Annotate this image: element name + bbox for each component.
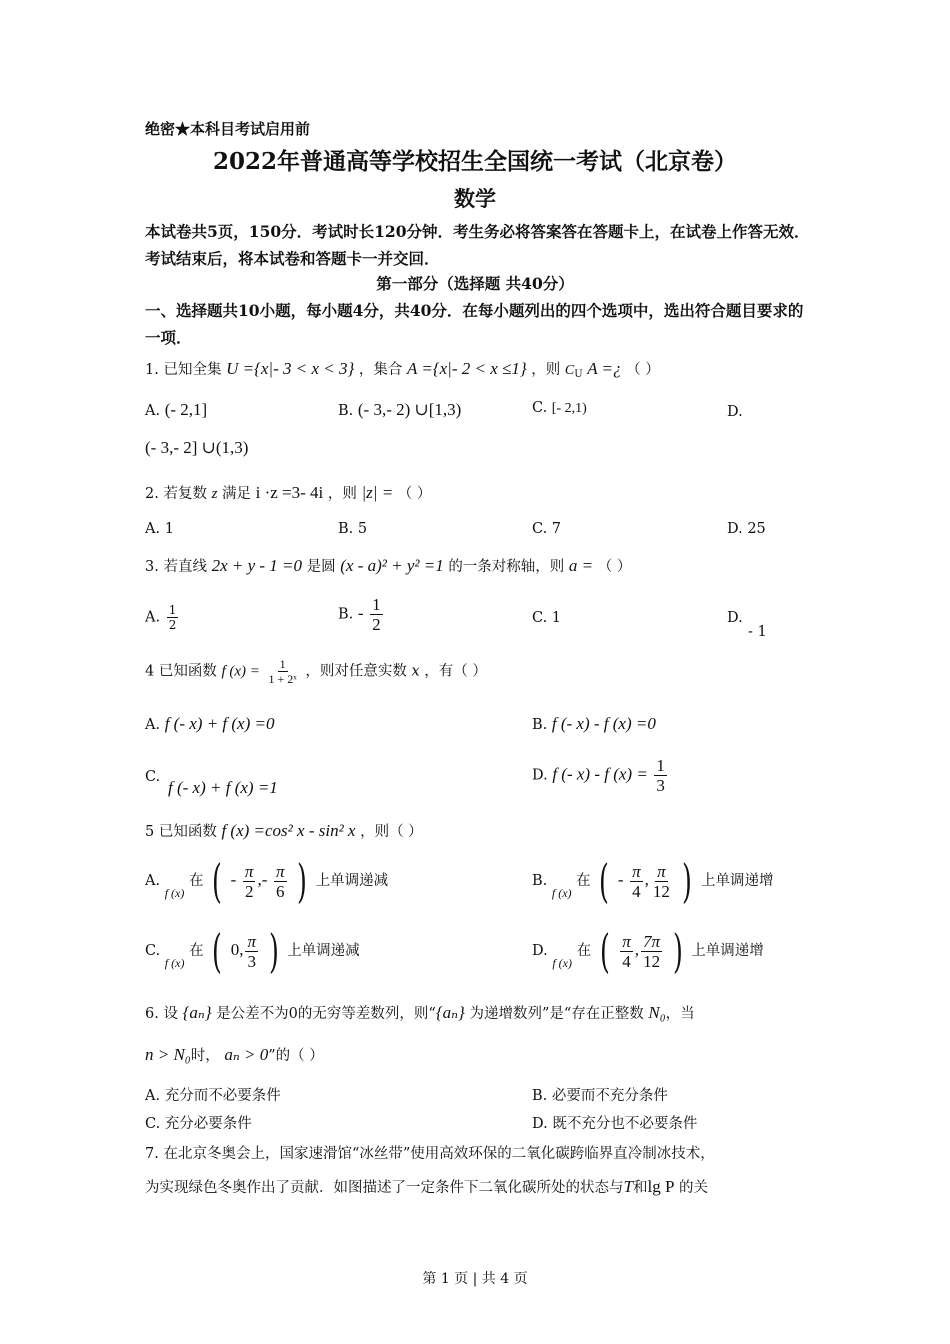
q5-option-d-frac1-den: 4 (622, 951, 631, 971)
q5-option-c-frac-den: 3 (247, 951, 256, 971)
q3-option-a-letter: A. (145, 609, 161, 626)
q5-option-d-frac2 (641, 933, 662, 970)
q4-option-d[interactable] (532, 757, 669, 794)
q4-option-b[interactable] (532, 714, 656, 734)
section-heading: 一、选择题共10小题，每小题4分，共40分．在每小题列出的四个选项中，选出符合题目要求的一项． (145, 301, 804, 347)
q1-option-b-value: (- 3,- 2) ∪[1,3) (357, 400, 462, 419)
q5-option-c-lparen: ( (212, 924, 223, 978)
q5-option-d[interactable] (532, 924, 764, 978)
q5-option-a-frac1 (243, 863, 256, 900)
question-4 (145, 658, 487, 685)
q3-option-b[interactable] (338, 596, 385, 633)
exam-subject: 数学 (454, 186, 496, 211)
q1-option-d-letter: D. (727, 404, 743, 420)
q2-modulus: |z| = (361, 483, 394, 502)
q5-option-c-frac (245, 933, 258, 970)
q6-mid: 是公差不为0的无穷等差数列，则“ (216, 1006, 436, 1022)
q1-option-b-letter: B. (338, 403, 354, 419)
q2-option-d[interactable]: D. 25 (727, 521, 766, 537)
question-1 (145, 358, 660, 380)
q1-mid: ，集合 (358, 362, 403, 378)
q5-option-b-letter: B. (532, 873, 548, 889)
q4-option-a-expr: f (- x) + f (x) =0 (164, 714, 275, 733)
q4-fraction (267, 658, 299, 685)
q5-option-d-desc: 上单调递增 (691, 943, 764, 959)
q6-condition-an: aₙ > 0 (224, 1045, 269, 1064)
q5-option-a-fx: f (x) (164, 886, 185, 900)
q1-tail: A =¿ (587, 359, 622, 378)
q1-option-c[interactable] (532, 400, 587, 417)
exam-title: 2022年普通高等学校招生全国统一考试（北京卷） (212, 148, 737, 175)
q1-set-a: A ={x|- 2 < x ≤1} (407, 359, 527, 378)
q5-option-b-desc: 上单调递增 (701, 873, 774, 889)
q6-mid2: 为递增数列”是“存在正整数 (469, 1006, 644, 1022)
question-3 (145, 555, 631, 576)
q7-tail: 的关 (679, 1180, 709, 1196)
q5-option-b[interactable] (532, 854, 774, 908)
q4-prefix: 4 已知函数 (145, 663, 217, 680)
q5-option-b-zai: 在 (576, 873, 591, 889)
q5-option-b-frac2 (651, 863, 672, 900)
q5-option-d-letter: D. (532, 943, 548, 959)
q5-option-b-rparen: ) (682, 854, 693, 908)
q4-option-d-fraction (654, 757, 667, 794)
q6-sequence: {aₙ} (182, 1003, 212, 1022)
q5-option-d-frac2-num: 7π (643, 931, 661, 951)
q2-z: z (211, 486, 218, 502)
q4-option-d-letter: D. (532, 767, 548, 784)
q1-set-u: U ={x|- 3 < x < 3} (226, 359, 355, 378)
q4-mid: ，则对任意实数 (305, 663, 407, 680)
q4-option-a-letter: A. (145, 717, 161, 733)
q2-option-b[interactable]: B. 5 (338, 521, 368, 537)
q5-option-c[interactable] (145, 924, 360, 978)
q7-lgp: lg P (647, 1177, 675, 1196)
q1-complement: C (564, 363, 575, 378)
q4-function: f (x) = (221, 663, 260, 680)
q5-option-b-comma: , (644, 870, 649, 889)
q1-option-a-letter: A. (145, 403, 161, 419)
question-2 (145, 482, 431, 503)
q5-option-d-frac2-den: 12 (643, 951, 661, 971)
q5-option-c-rparen: ) (268, 924, 279, 978)
q5-option-c-frac-num: π (247, 931, 257, 951)
q5-option-a-frac1-num: π (244, 861, 254, 881)
q1-mid2: ，则 (531, 362, 561, 378)
question-7-line-2 (145, 1176, 708, 1197)
q5-option-c-letter: C. (145, 943, 161, 959)
q5-option-a[interactable] (145, 854, 389, 908)
q4-option-d-num: 1 (656, 756, 665, 775)
q3-mid2: 的一条对称轴，则 (448, 559, 565, 575)
q5-tail: ，则（ ） (360, 824, 423, 840)
q3-option-b-den: 2 (372, 615, 381, 634)
q3-circle-equation: (x - a)² + y² =1 (340, 556, 444, 575)
secret-label: 绝密★本科目考试启用前 (145, 120, 311, 138)
q3-option-d-letter: D. (727, 610, 743, 626)
q1-option-c-letter: C. (532, 400, 548, 416)
q5-option-b-minus: - (617, 870, 624, 889)
q3-option-b-fraction (370, 596, 383, 633)
q5-option-a-comma: , (257, 870, 262, 889)
q3-option-c[interactable]: C. 1 (532, 610, 562, 626)
q5-option-a-frac2-den: 6 (276, 881, 285, 901)
q2-mid: 满足 (222, 486, 252, 502)
q5-option-a-minus2: - (261, 870, 268, 889)
q3-option-b-num: 1 (372, 595, 381, 614)
q6-option-a[interactable]: A. 充分而不必要条件 (145, 1088, 281, 1104)
q4-x: x (411, 663, 420, 680)
q5-prefix: 5 已知函数 (145, 824, 217, 840)
q6-option-d[interactable]: D. 既不充分也不必要条件 (532, 1116, 698, 1132)
q1-complement-sub: U (574, 369, 583, 380)
q6-n0: N₀ (648, 1003, 666, 1022)
q5-option-b-fx: f (x) (551, 886, 572, 900)
q4-den: 1 + 2ˣ (268, 672, 297, 686)
q4-option-b-expr: f (- x) - f (x) =0 (551, 714, 656, 733)
part-heading: 第一部分（选择题 共40分） (376, 274, 574, 293)
q2-mid2: ，则 (327, 486, 357, 502)
q4-option-b-letter: B. (532, 717, 548, 733)
q4-option-c-expr: f (- x) + f (x) =1 (168, 778, 278, 797)
question-7: 7. 在北京冬奥会上，国家速滑馆“冰丝带”使用高效环保的二氧化碳跨临界直冷制冰技术， (145, 1146, 715, 1162)
q5-option-d-fx: f (x) (552, 956, 572, 970)
question-6-line-2 (145, 1044, 324, 1065)
q6-sequence-term: aₙ (189, 1003, 205, 1022)
q5-option-a-rparen: ) (297, 854, 308, 908)
q5-option-a-frac1-den: 2 (244, 881, 254, 901)
q4-option-c-letter: C. (145, 769, 161, 785)
q5-option-d-comma: , (634, 940, 640, 959)
q2-paren: （ ） (397, 486, 432, 502)
q1-option-a-value: (- 2,1] (164, 400, 208, 419)
q3-line-equation: 2x + y - 1 =0 (211, 556, 303, 575)
q1-option-d[interactable] (727, 404, 743, 420)
q5-option-a-frac2-num: π (275, 861, 285, 881)
q5-option-c-zero: 0, (230, 940, 244, 959)
q1-option-d-value: (- 3,- 2] ∪(1,3) (145, 438, 249, 457)
q5-option-c-fx: f (x) (164, 956, 185, 970)
q6-when: 时， (190, 1048, 220, 1064)
q5-option-a-letter: A. (145, 873, 161, 889)
q6-option-c[interactable]: C. 充分必要条件 (145, 1116, 252, 1132)
q1-option-c-value: [- 2,1) (551, 401, 587, 416)
q5-option-c-zai: 在 (189, 943, 204, 959)
q3-option-b-minus: - (357, 603, 364, 623)
q5-option-b-frac2-num: π (657, 861, 666, 881)
q3-mid: 是圆 (306, 559, 336, 575)
exam-instructions: 本试卷共5页，150分．考试时长120分钟．考生务必将答案答在答题卡上，在试卷上作答无效．考试结束后，将本试卷和答题卡一并交回． (145, 222, 810, 268)
q3-a: a = (568, 556, 594, 575)
q1-option-b[interactable] (338, 400, 461, 420)
question-5 (145, 820, 423, 841)
q4-option-c[interactable] (145, 769, 160, 785)
q5-option-b-frac1-den: 4 (632, 881, 641, 901)
q5-function: f (x) =cos² x - sin² x (221, 821, 356, 840)
q5-option-a-desc: 上单调递减 (315, 873, 389, 889)
q4-tail: ，有（ ） (424, 663, 487, 680)
q5-option-d-zai: 在 (576, 943, 592, 959)
q4-option-a[interactable] (145, 714, 275, 734)
q5-option-d-frac1 (620, 933, 633, 970)
q3-option-d[interactable] (727, 610, 743, 626)
q7-text: 为实现绿色冬奥作出了贡献．如图描述了一定条件下二氧化碳所处的状态与 (145, 1180, 624, 1196)
q1-paren: （ ） (626, 362, 660, 378)
q2-prefix: 2. 若复数 (145, 486, 207, 502)
q5-option-b-frac2-den: 12 (652, 881, 670, 901)
q7-and: 和 (632, 1180, 648, 1196)
q5-option-d-lparen: ( (599, 924, 610, 978)
q3-option-a-fraction (167, 604, 179, 631)
q1-prefix: 1. 已知全集 (145, 362, 222, 378)
q3-prefix: 3. 若直线 (145, 559, 207, 575)
q5-option-c-desc: 上单调递减 (287, 943, 360, 959)
q6-sequence-2-term: aₙ (442, 1003, 459, 1022)
q5-option-d-frac1-num: π (622, 931, 631, 951)
q3-option-b-letter: B. (338, 606, 354, 623)
q4-option-d-den: 3 (656, 776, 665, 795)
q3-option-a[interactable] (145, 604, 180, 631)
q5-option-a-frac2 (274, 863, 287, 900)
q3-option-a-num: 1 (168, 603, 177, 617)
q6-prefix: 6. 设 (145, 1006, 178, 1022)
q5-option-d-rparen: ) (672, 924, 683, 978)
q6-condition-n: n > N₀ (145, 1045, 191, 1064)
q5-option-b-lparen: ( (599, 854, 610, 908)
q5-option-a-zai: 在 (188, 873, 204, 889)
q5-option-b-frac1 (630, 863, 643, 900)
q3-option-d-value: - 1 (748, 624, 767, 640)
page-footer: 第 1 页 | 共 4 页 (422, 1271, 528, 1287)
q5-option-a-minus1: - (230, 870, 237, 889)
q6-tail: ，当 (665, 1006, 695, 1022)
question-6 (145, 1002, 695, 1023)
q3-paren: （ ） (597, 559, 632, 575)
q7-t: T (623, 1177, 633, 1196)
q2-option-c[interactable]: C. 7 (532, 521, 562, 537)
q6-sequence-2: {aₙ} (435, 1003, 465, 1022)
q4-option-d-expr: f (- x) - f (x) = (552, 764, 648, 784)
q6-paren: ”的（ ） (268, 1048, 324, 1064)
q4-num: 1 (279, 657, 286, 671)
q6-option-b[interactable]: B. 必要而不充分条件 (532, 1088, 668, 1104)
q2-equation: i ·z =3- 4i (255, 483, 324, 502)
q5-option-a-lparen: ( (212, 854, 222, 908)
q5-option-b-frac1-num: π (632, 861, 641, 881)
q2-option-a[interactable]: A. 1 (145, 521, 174, 537)
q1-option-a[interactable] (145, 400, 207, 420)
q3-option-a-den: 2 (168, 618, 177, 632)
